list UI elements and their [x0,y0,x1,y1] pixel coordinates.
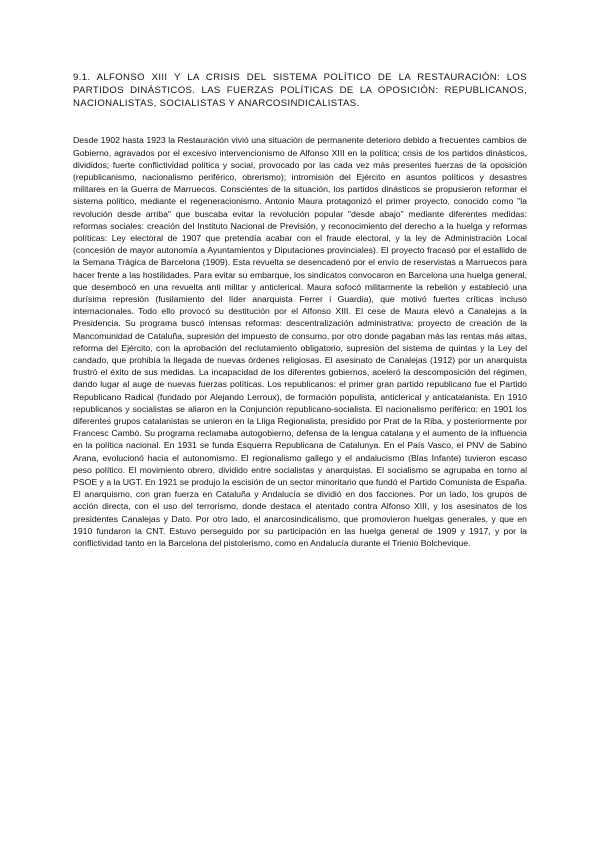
document-page [73,72,527,549]
section-heading: 9.1. ALFONSO XIII Y LA CRISIS DEL SISTEMA POLÍTICO DE LA RESTAURACIÓN: LOS PARTIDOS DINÁSTICOS. LAS FUERZAS POLÍTICAS DE LA OPOSICIÓN: REPUBLICANOS, NACIONALISTAS, SOCIALISTAS Y ANARCOSINDICALISTAS. [73,72,527,109]
body-paragraph: Desde 1902 hasta 1923 la Restauración vivió una situación de permanente deterioro debido a frecuentes cambios de Gobierno, agravados por el excesivo intervencionismo de Alfonso XIII en la política; crisis de los partidos dinásticos, divididos; fuerte conflictividad política y social, provocado por las cada vez más presentes fuerzas de la oposición (republicanismo, nacionalismo periférico, obrerismo); intromisión del Ejército en asuntos políticos y desastres militares en la Guerra de Marruecos. Conscientes de la situación, los partidos dinásticos se propusieron reformar el sistema político, mediante el regeneracionismo. Antonio Maura protagonizó el primer proyecto, conocido como "la revolución desde arriba" que buscaba evitar la revolución popular "desde abajo" mediante diferentes medidas: reformas sociales: creación del Instituto Nacional de Previsión, y reconocimiento del derecho a la huelga y reformas políticas: Ley electoral de 1907 que pretendía acabar con el fraude electoral, y la ley de Administración Local (concesión de mayor autonomía a Ayuntamientos y Diputaciones provinciales). El proyecto fracasó por el estallido de la Semana Trágica de Barcelona (1909). Esta revuelta se desencadenó por el envío de reservistas a Marruecos para hacer frente a las hostilidades. Para evitar su embarque, los sindicatos convocaron en Barcelona una huelga general, que desembocó en una revuelta anti militar y anticlerical. Maura sofocó militarmente la rebelión y estableció una durísima represión (fusilamiento del líder anarquista Ferrer i Guardia), que motivó fuertes críticas incluso internacionales. Todo ello provocó su destitución por el Alfonso XIII. El cese de Maura elevó a Canalejas a la Presidencia. Su programa buscó intensas reformas: descentralización administrativa: proyecto de creación de la Mancomunidad de Cataluña, supresión del impuesto de consumo, por otro donde pagaban más las rentas más altas, reforma del Ejército, con la aprobación del reclutamiento obligatorio, supresión del sistema de quintas y la Ley del candado, que prohibía la llegada de nuevas órdenes religiosas. El asesinato de Canalejas (1912) por un anarquista frustró el éxito de sus medidas. La incapacidad de los diferentes gobiernos, aceleró la descomposición del régimen, dando lugar al auge de nuevas fuerzas políticas. Los republicanos: el primer gran partido republicano fue el Partido Republicano Radical (fundado por Alejando Lerroux), de formación populista, anticlerical y anticatalanista. En 1910 republicanos y socialistas se aliaron en la Conjunción republicano-socialista. El nacionalismo periférico: en 1901 los diferentes grupos catalanistas se unieron en la Lliga Regionalista, presidido por Prat de la Riba, y posteriormente por Francesc Cambó. Su programa reclamaba autogobierno, defensa de la lengua catalana y el aumento de la influencia en la política nacional. En 1931 se funda Esquerra Republicana de Catalunya. En el País Vasco, el PNV de Sabino Arana, evolucionó hacia el autonomismo. El regionalismo gallego y el andalucismo (Blas Infante) tuvieron escaso peso político. El movimiento obrero, dividido entre socialistas y anarquistas. El socialismo se agrupaba en torno al PSOE y a la UGT. En 1921 se produjo la escisión de un sector minoritario que fundó el Partido Comunista de España. El anarquismo, con gran fuerza en Cataluña y Andalucía se dividió en dos facciones. Por un lado, los grupos de acción directa, con el uso del terrorismo, donde destaca el atentado contra Alfonso XIII, y los asesinatos de los presidentes Canalejas y Dato. Por otro lado, el anarcosindicalismo, que promovieron huelgas generales, y que en 1910 fundaron la CNT. Estuvo perseguido por su participación en las huelga general de 1909 y 1917, y por la conflictividad tanto en la Barcelona del pistolerismo, como en Andalucía durante el Trienio Bolchevique. [73,135,527,549]
